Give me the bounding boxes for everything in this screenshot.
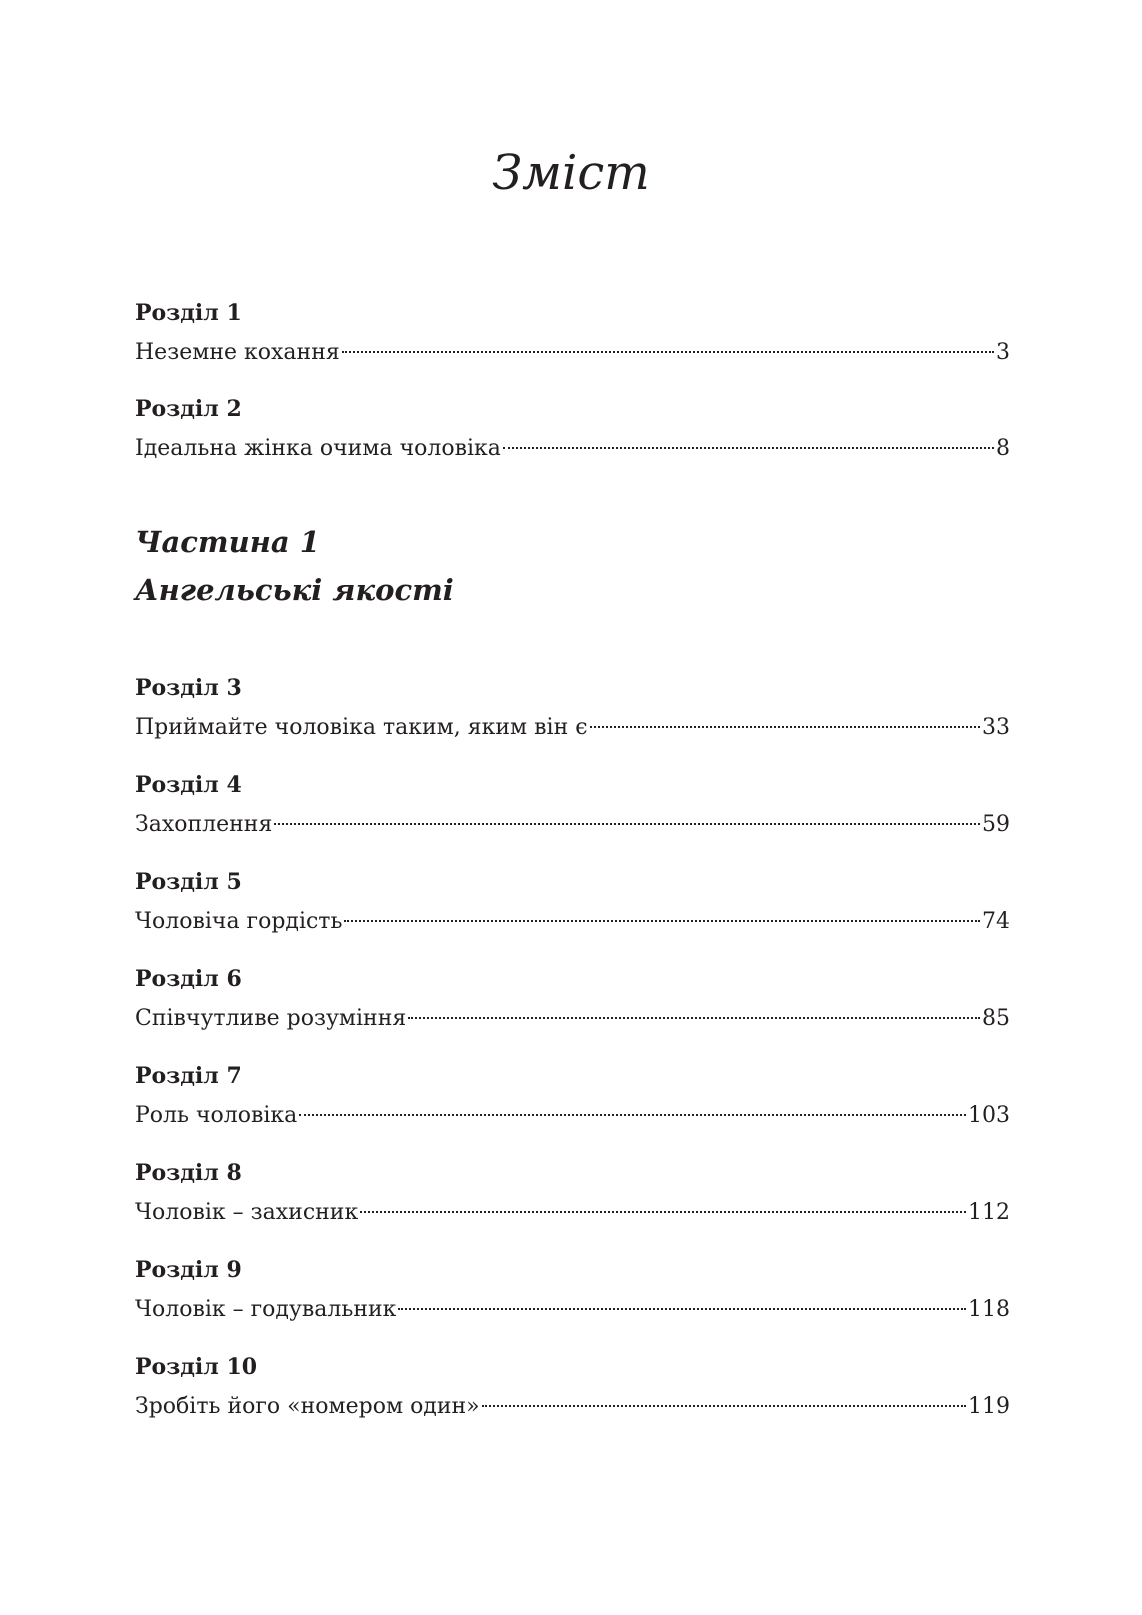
dot-leader (274, 823, 980, 825)
chapter-label: Розділ 4 (135, 772, 242, 798)
toc-entry-chapter-10[interactable] (135, 1347, 1010, 1427)
toc-entry-chapter-6[interactable] (135, 959, 1010, 1056)
chapter-title: Ідеальна жінка очима чоловіка (135, 436, 501, 461)
chapter-title: Співчутливе розуміння (135, 1006, 407, 1031)
dot-leader (590, 726, 980, 728)
dot-leader (299, 1114, 966, 1116)
dot-leader (503, 447, 994, 449)
chapter-label: Розділ 2 (135, 396, 242, 422)
dot-leader (360, 1211, 966, 1213)
chapter-label: Розділ 8 (135, 1160, 242, 1186)
toc-entry-chapter-3[interactable] (135, 668, 1010, 765)
part-chapters (135, 668, 1010, 1427)
chapter-title: Чоловік – захисник (135, 1200, 359, 1225)
toc-line (135, 1096, 1010, 1136)
chapter-title: Зробіть його «номером один» (135, 1394, 480, 1419)
chapter-title: Роль чоловіка (135, 1103, 298, 1128)
toc-line (135, 1387, 1010, 1427)
toc-entry-chapter-5[interactable] (135, 862, 1010, 959)
toc-entry-chapter-4[interactable] (135, 765, 1010, 862)
toc-line (135, 902, 1010, 942)
toc-entry-chapter-1[interactable] (135, 293, 1010, 389)
dot-leader (408, 1017, 980, 1019)
chapter-label: Розділ 1 (135, 300, 242, 326)
toc-line (135, 1193, 1010, 1233)
page-number: 112 (968, 1200, 1010, 1225)
page-number: 74 (982, 909, 1010, 934)
page-number: 85 (982, 1006, 1010, 1031)
dot-leader (482, 1405, 966, 1407)
chapter-title: Захоплення (135, 812, 273, 837)
chapter-label: Розділ 7 (135, 1063, 242, 1089)
dot-leader (398, 1308, 966, 1310)
toc-entry-chapter-9[interactable] (135, 1250, 1010, 1347)
toc-line (135, 1290, 1010, 1330)
toc-line (135, 805, 1010, 845)
part-heading-block (135, 518, 1010, 614)
page-number: 3 (996, 340, 1010, 365)
intro-chapters (135, 293, 1010, 469)
page-title: Зміст (492, 145, 650, 201)
part-title: Ангельські якості (135, 573, 454, 607)
chapter-label: Розділ 6 (135, 966, 242, 992)
chapter-label: Розділ 5 (135, 869, 242, 895)
page-number: 59 (982, 812, 1010, 837)
dot-leader (342, 351, 994, 353)
toc-line (135, 333, 1010, 373)
chapter-title: Неземне кохання (135, 340, 340, 365)
toc-entry-chapter-7[interactable] (135, 1056, 1010, 1153)
toc-entry-chapter-2[interactable] (135, 389, 1010, 469)
chapter-label: Розділ 9 (135, 1257, 242, 1283)
toc-line (135, 429, 1010, 469)
chapter-title: Чоловіча гордість (135, 909, 343, 934)
part-label: Частина 1 (135, 525, 320, 559)
chapter-label: Розділ 3 (135, 675, 242, 701)
page-number: 8 (996, 436, 1010, 461)
page-number: 118 (968, 1297, 1010, 1322)
chapter-title: Приймайте чоловіка таким, яким він є (135, 715, 588, 740)
page-number: 119 (968, 1394, 1010, 1419)
page-number: 33 (982, 715, 1010, 740)
chapter-label: Розділ 10 (135, 1354, 258, 1380)
page-number: 103 (968, 1103, 1010, 1128)
toc-line (135, 708, 1010, 748)
dot-leader (344, 920, 980, 922)
toc-line (135, 999, 1010, 1039)
chapter-title: Чоловік – годувальник (135, 1297, 397, 1322)
toc-entry-chapter-8[interactable] (135, 1153, 1010, 1250)
